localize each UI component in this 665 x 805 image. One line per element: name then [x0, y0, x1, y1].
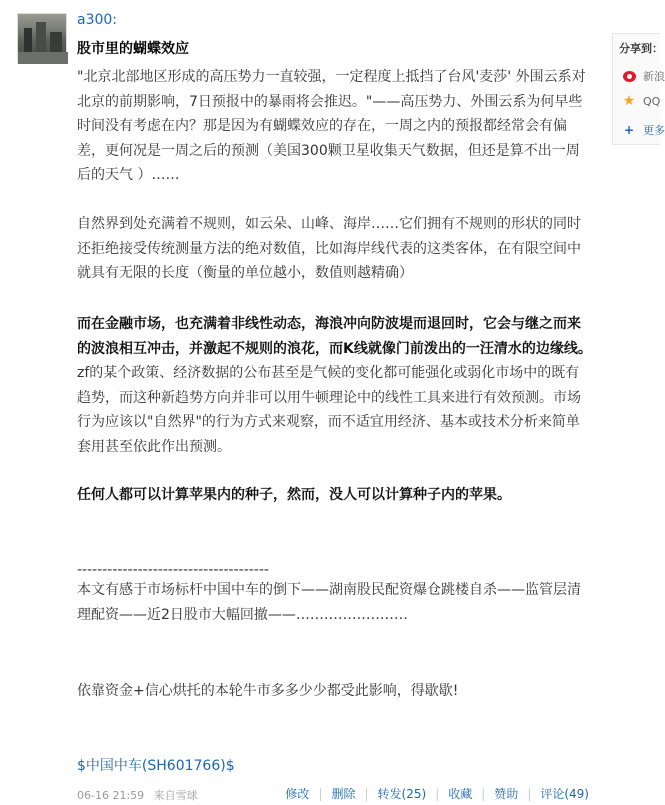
delete-button[interactable]: 删除	[331, 787, 356, 801]
share-panel	[612, 33, 665, 145]
action-separator: |	[364, 786, 369, 801]
tip-button[interactable]: 赞助	[494, 787, 519, 801]
avatar-image-road	[18, 52, 68, 64]
post-paragraph: "北京北部地区形成的高压势力一直较强，一定程度上抵挡了台风'麦莎' 外围云系对北京的前期影响，7日预报中的暴雨将会推迟。"——高压势力、外围云系为何早些时间没有考虑在内？那是因为有蝴蝶效应的存在，一周之内的预报都经常会有偏差，更何况是一周之后的预测（美国300颗卫星收集天气数据，但还是算不出一周后的天气 ）……	[77, 69, 586, 184]
post-title: 股市里的蝴蝶效应	[77, 41, 189, 57]
post-paragraph	[77, 312, 592, 460]
avatar[interactable]	[17, 13, 67, 63]
share-more-button[interactable]	[621, 122, 665, 138]
post-divider: --------------------------------------	[77, 562, 269, 578]
favorite-button[interactable]: 收藏	[448, 787, 473, 801]
post-source[interactable]: 来自雪球	[153, 789, 198, 802]
action-separator: |	[318, 786, 323, 801]
post-paragraph: 本文有感于市场标杆中国中车的倒下——湖南股民配资爆仓跳楼自杀——监管层清理配资——近2日股市大幅回撤——……………………	[77, 582, 581, 623]
comment-button[interactable]: 评论(49)	[540, 787, 589, 801]
username-link[interactable]: a300:	[77, 12, 118, 28]
share-more-label: 更多	[643, 124, 665, 137]
post-paragraph-quote: 任何人都可以计算苹果内的种子，然而，没人可以计算种子内的苹果。	[77, 487, 511, 503]
repost-button[interactable]: 转发(25)	[377, 787, 427, 801]
post-timestamp: 06-16 21:59	[77, 789, 145, 802]
post-actions	[285, 785, 589, 802]
share-qq-button[interactable]	[621, 94, 660, 108]
post-paragraph: 自然界到处充满着不规则，如云朵、山峰、海岸……它们拥有不规则的形状的同时还拒绝接受传统测量方法的绝对数值，比如海岸线代表的这类客体，在有限空间中就具有无限的长度（衡量的单位越小，数值则越精确）	[77, 216, 581, 282]
edit-button[interactable]: 修改	[285, 787, 310, 801]
share-weibo-button[interactable]	[621, 68, 665, 84]
action-separator: |	[435, 786, 440, 801]
action-separator: |	[481, 786, 486, 801]
action-separator: |	[527, 786, 532, 801]
star-icon: ★	[622, 93, 636, 109]
share-qq-label: QQ	[643, 94, 661, 108]
stock-link[interactable]: $中国中车(SH601766)$	[77, 758, 235, 774]
plus-icon: +	[623, 123, 635, 137]
post-paragraph-text: zf的某个政策、经济数据的公布甚至是气候的变化都可能强化或弱化市场中的既有趋势，而这种新趋势方向并非可以用牛顿理论中的线性工具来进行有效预测。市场行为应该以"自然界"的行为方式来观察，而不适宜用经济、基本或技术分析来简单套用甚至依此作出预测。	[77, 365, 581, 455]
post-paragraph-emphasis: 而在金融市场，也充满着非线性动态，海浪冲向防波堤而退回时，它会与继之而来的波浪相互冲击，并激起不规则的浪花，而K线就像门前泼出的一汪清水的边缘线。	[77, 316, 592, 357]
share-title: 分享到：	[619, 42, 663, 55]
weibo-icon	[621, 69, 637, 83]
share-weibo-label: 新浪	[643, 70, 665, 83]
post-meta	[77, 787, 204, 803]
post-paragraph: 依靠资金+信心烘托的本轮牛市多多少少都受此影响，得歇歇!	[77, 683, 459, 699]
